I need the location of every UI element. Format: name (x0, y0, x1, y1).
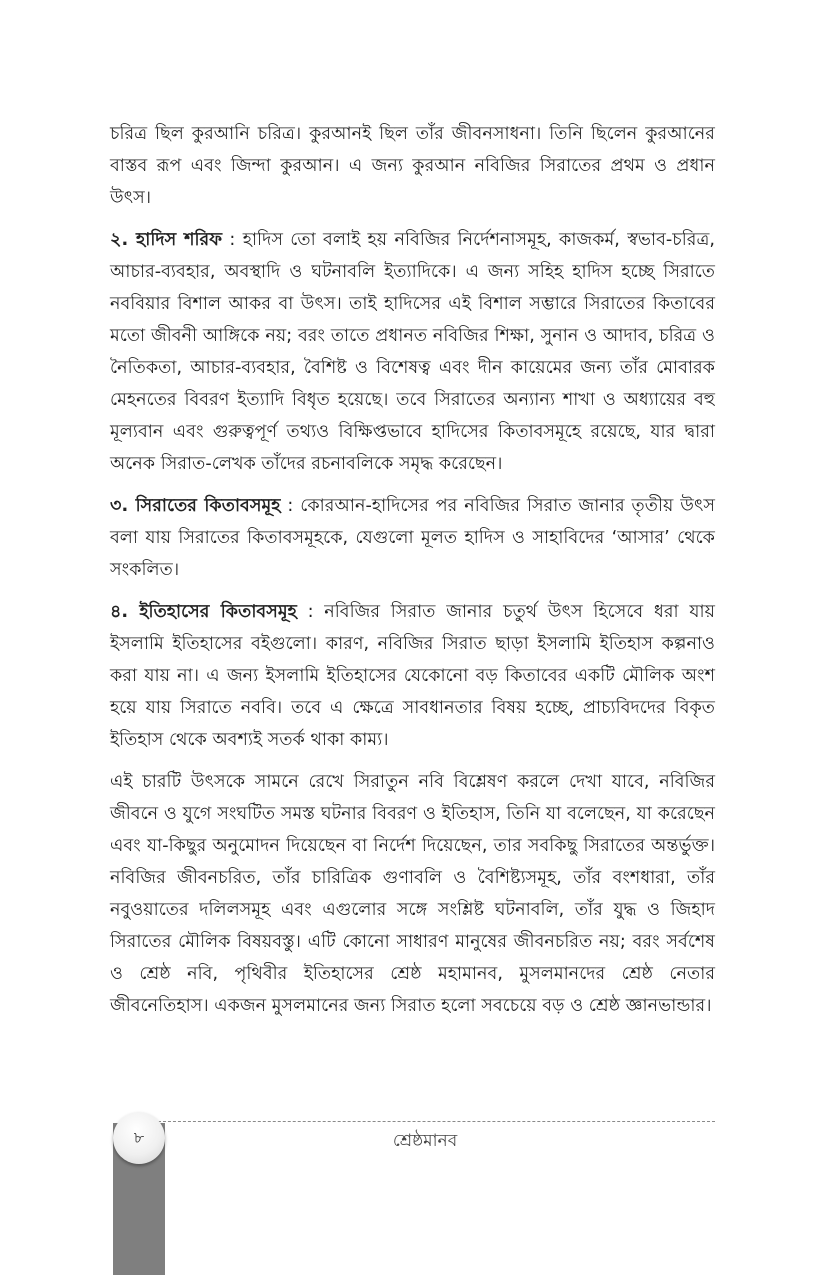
running-footer-title: শ্রেষ্ঠমানব (392, 1131, 458, 1151)
section-text: : নবিজির সিরাত জানার চতুর্থ উৎস হিসেবে ধরা যায় ইসলামি ইতিহাসের বইগুলো। কারণ, নবিজির সিরাত ছাড়া ইসলামি ইতিহাস কল্পনাও করা যায় না। এ জন্য ইসলামি ইতিহাসের যেকোনো বড় কিতাবের একটি মৌলিক অংশ হয়ে যায় সিরাতে নববি। তবে এ ক্ষেত্রে সাবধানতার বিষয় হচ্ছে, প্রাচ্যবিদদের বিকৃত ইতিহাস থেকে অবশ্যই সতর্ক থাকা কাম্য। (110, 602, 715, 750)
footer-divider (148, 1121, 715, 1122)
section-heading: ২. হাদিস শরিফ (110, 230, 223, 250)
section-hadith (110, 224, 715, 480)
section-sirat-books (110, 490, 715, 586)
section-history-books (110, 596, 715, 756)
page-body (110, 118, 715, 1032)
conclusion-paragraph: এই চারটি উৎসকে সামনে রেখে সিরাতুন নবি বিশ্লেষণ করলে দেখা যাবে, নবিজির জীবনে ও যুগে সংঘটিত সমস্ত ঘটনার বিবরণ ও ইতিহাস, তিনি যা বলেছেন, যা করেছেন এবং যা-কিছুর অনুমোদন দিয়েছেন বা নির্দেশ দিয়েছেন, তার সবকিছু সিরাতের অন্তর্ভুক্ত। নবিজির জীবনচরিত, তাঁর চারিত্রিক গুণাবলি ও বৈশিষ্ট্যসমূহ, তাঁর বংশধারা, তাঁর নবুওয়াতের দলিলসমূহ এবং এগুলোর সঙ্গে সংশ্লিষ্ট ঘটনাবলি, তাঁর যুদ্ধ ও জিহাদ সিরাতের মৌলিক বিষয়বস্তু। এটি কোনো সাধারণ মানুষের জীবনচরিত নয়; বরং সর্বশেষ ও শ্রেষ্ঠ নবি, পৃথিবীর ইতিহাসের শ্রেষ্ঠ মহামানব, মুসলমানদের শ্রেষ্ঠ নেতার জীবনেতিহাস। একজন মুসলমানের জন্য সিরাত হলো সবচেয়ে বড় ও শ্রেষ্ঠ জ্ঞানভান্ডার। (110, 772, 715, 1016)
section-heading: ৪. ইতিহাসের কিতাবসমূহ (110, 602, 297, 622)
page-number: ৮ (113, 1112, 165, 1164)
section-text: : হাদিস তো বলাই হয় নবিজির নির্দেশনাসমূহ, কাজকর্ম, স্বভাব-চরিত্র, আচার-ব্যবহার, অবস্থাদি ও ঘটনাবলি ইত্যাদিকে। এ জন্য সহিহ হাদিস হচ্ছে সিরাতে নববিয়ার বিশাল আকর বা উৎস। তাই হাদিসের এই বিশাল সম্ভারে সিরাতের কিতাবের মতো জীবনী আঙ্গিকে নয়; বরং তাতে প্রধানত নবিজির শিক্ষা, সুনান ও আদাব, চরিত্র ও নৈতিকতা, আচার-ব্যবহার, বৈশিষ্ট ও বিশেষত্ব এবং দীন কায়েমের জন্য তাঁর মোবারক মেহনতের বিবরণ ইত্যাদি বিধৃত হয়েছে। তবে সিরাতের অন্যান্য শাখা ও অধ্যায়ের বহু মূল্যবান এবং গুরুত্বপূর্ণ তথ্যও বিক্ষিপ্তভাবে হাদিসের কিতাবসমূহে রয়েছে, যার দ্বারা অনেক সিরাত-লেখক তাঁদের রচনাবলিকে সমৃদ্ধ করেছেন। (110, 230, 715, 474)
intro-paragraph: চরিত্র ছিল কুরআনি চরিত্র। কুরআনই ছিল তাঁর জীবনসাধনা। তিনি ছিলেন কুরআনের বাস্তব রূপ এবং জিন্দা কুরআন। এ জন্য কুরআন নবিজির সিরাতের প্রথম ও প্রধান উৎস। (110, 124, 715, 208)
section-heading: ৩. সিরাতের কিতাবসমূহ (110, 496, 281, 516)
section-text: : কোরআন-হাদিসের পর নবিজির সিরাত জানার তৃতীয় উৎস বলা যায় সিরাতের কিতাবসমূহকে, যেগুলো মূলত হাদিস ও সাহাবিদের ‘আসার’ থেকে সংকলিত। (110, 496, 715, 580)
